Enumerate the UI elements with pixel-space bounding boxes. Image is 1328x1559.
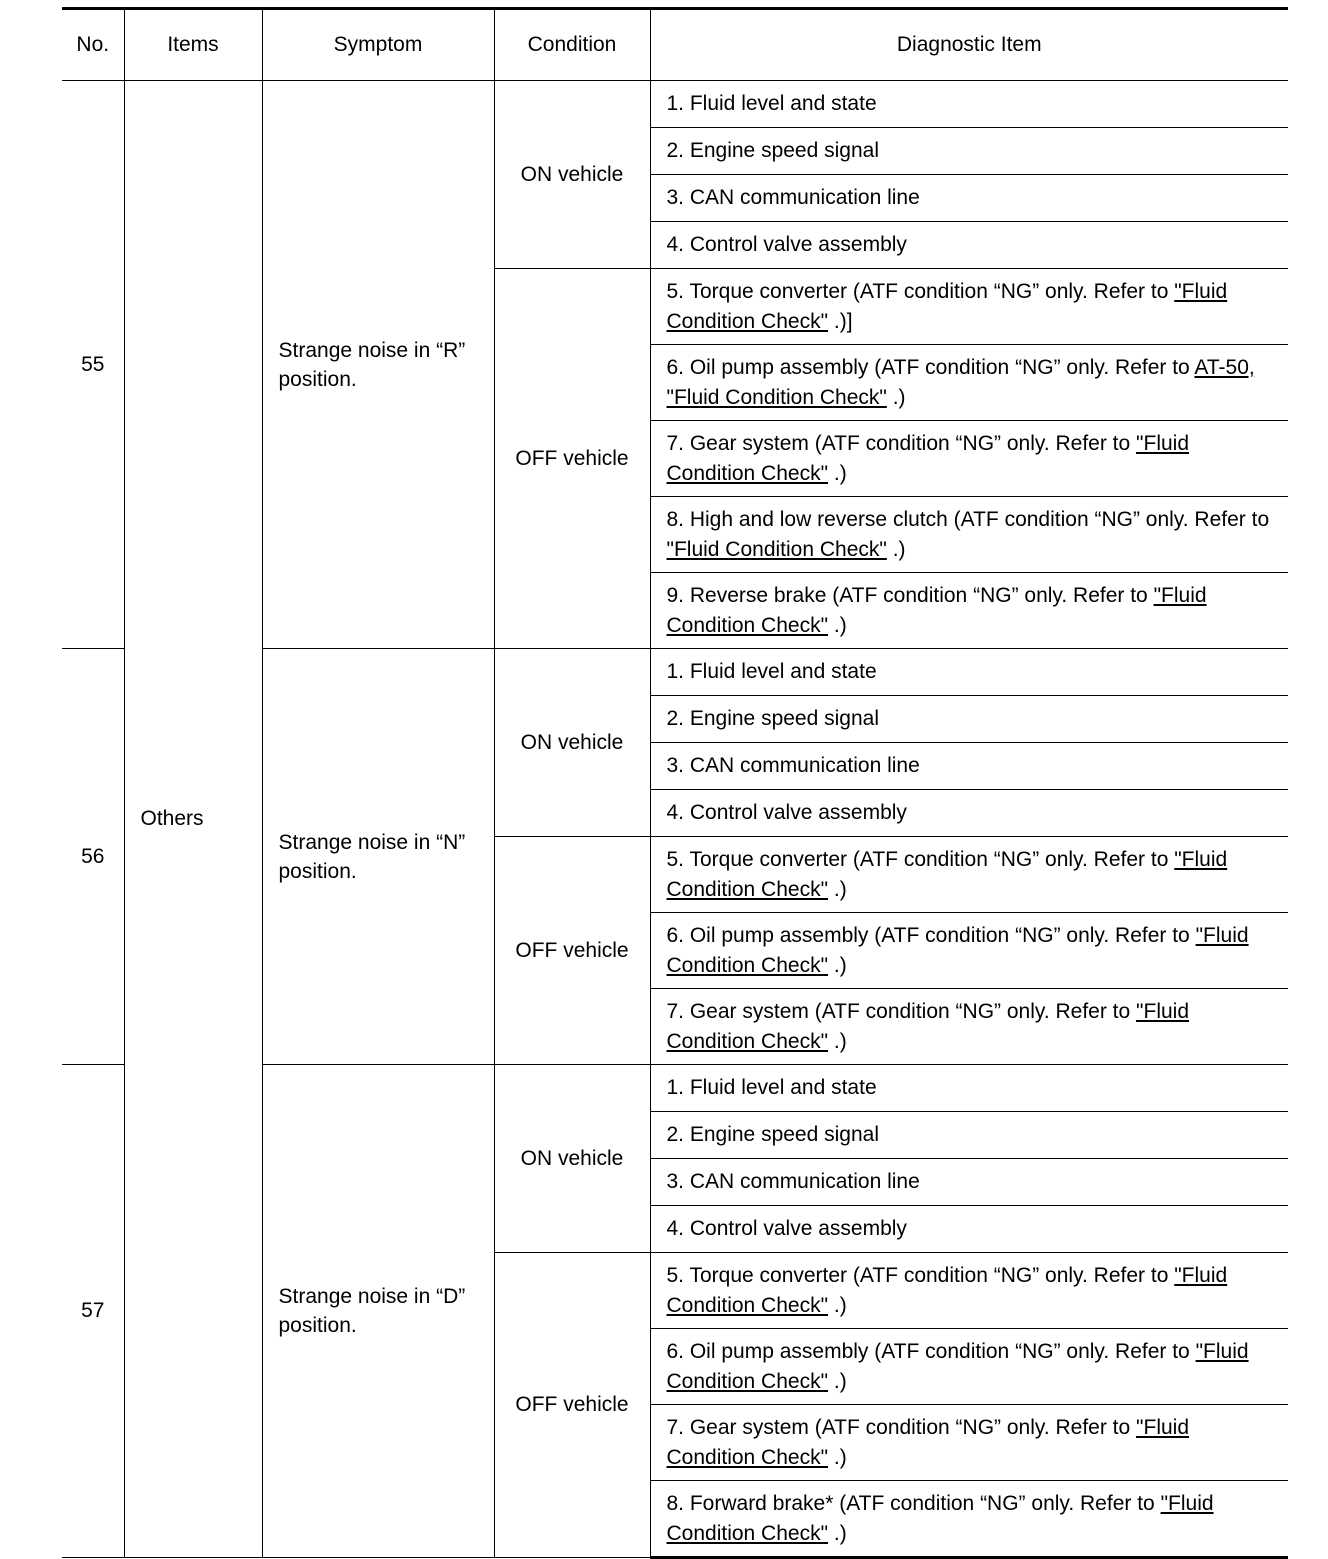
diagnostic-item-cell bbox=[650, 175, 1288, 222]
diagnostic-item-text: 7. Gear system (ATF condition “NG” only. Refer to bbox=[666, 431, 1131, 455]
diagnostic-item-cell bbox=[650, 497, 1288, 573]
fluid-condition-check-link[interactable]: "Fluid Condition Check" bbox=[666, 999, 1190, 1053]
diagnostic-item-text: 3. CAN communication line bbox=[666, 1170, 920, 1193]
fluid-condition-check-link[interactable]: "Fluid Condition Check" bbox=[666, 537, 887, 561]
diagnostic-item-cell bbox=[650, 269, 1288, 345]
diagnostic-table bbox=[62, 7, 1288, 1559]
diagnostic-item-tail: .)] bbox=[828, 309, 853, 333]
diagnostic-item-text: 4. Control valve assembly bbox=[666, 233, 907, 256]
diagnostic-item-cell bbox=[650, 1159, 1288, 1206]
diagnostic-item-cell bbox=[650, 1405, 1288, 1481]
symptom-cell: Strange noise in “R” position. bbox=[262, 81, 494, 649]
row-number: 55 bbox=[62, 81, 124, 649]
diagnostic-item-text: 7. Gear system (ATF condition “NG” only. Refer to bbox=[666, 999, 1131, 1023]
condition-cell: OFF vehicle bbox=[494, 1253, 650, 1558]
diagnostic-item-text: 5. Torque converter (ATF condition “NG” only. Refer to bbox=[666, 1263, 1169, 1287]
header-row bbox=[62, 9, 1288, 81]
diagnostic-item-text: 4. Control valve assembly bbox=[666, 801, 907, 824]
diagnostic-item-cell bbox=[650, 989, 1288, 1065]
diagnostic-item-cell bbox=[650, 1329, 1288, 1405]
condition-cell: ON vehicle bbox=[494, 649, 650, 837]
table-row bbox=[62, 81, 1288, 128]
diagnostic-item-text: 8. Forward brake* (ATF condition “NG” only. Refer to bbox=[666, 1491, 1155, 1515]
diagnostic-item-cell bbox=[650, 345, 1288, 421]
diagnostic-item-text: 8. High and low reverse clutch (ATF condition “NG” only. Refer to bbox=[666, 507, 1270, 531]
diagnostic-item-text: 6. Oil pump assembly (ATF condition “NG” only. Refer to bbox=[666, 923, 1190, 947]
symptom-cell: Strange noise in “D” position. bbox=[262, 1065, 494, 1558]
diagnostic-item-cell bbox=[650, 1481, 1288, 1558]
diagnostic-item-tail: .) bbox=[828, 953, 847, 977]
fluid-condition-check-link[interactable]: "Fluid Condition Check" bbox=[666, 923, 1249, 977]
table-header bbox=[62, 9, 1288, 81]
diagnostic-item-text: 7. Gear system (ATF condition “NG” only. Refer to bbox=[666, 1415, 1131, 1439]
fluid-condition-check-link[interactable]: "Fluid Condition Check" bbox=[666, 1263, 1228, 1317]
diagnostic-item-cell bbox=[650, 1112, 1288, 1159]
fluid-condition-check-link[interactable]: AT-50, "Fluid Condition Check" bbox=[666, 355, 1255, 409]
diagnostic-item-tail: .) bbox=[828, 1369, 847, 1393]
diagnostic-item-text: 1. Fluid level and state bbox=[666, 1076, 877, 1099]
symptom-cell: Strange noise in “N” position. bbox=[262, 649, 494, 1065]
diagnostic-item-tail: .) bbox=[828, 461, 847, 485]
fluid-condition-check-link[interactable]: "Fluid Condition Check" bbox=[666, 583, 1207, 637]
diagnostic-item-cell bbox=[650, 81, 1288, 128]
diagnostic-item-text: 2. Engine speed signal bbox=[666, 1123, 879, 1146]
diagnostic-item-text: 4. Control valve assembly bbox=[666, 1217, 907, 1240]
diagnostic-item-cell bbox=[650, 421, 1288, 497]
row-number: 56 bbox=[62, 649, 124, 1065]
diagnostic-item-cell bbox=[650, 696, 1288, 743]
fluid-condition-check-link[interactable]: "Fluid Condition Check" bbox=[666, 847, 1228, 901]
diagnostic-item-cell bbox=[650, 743, 1288, 790]
diagnostic-item-cell bbox=[650, 1206, 1288, 1253]
diagnostic-item-tail: .) bbox=[886, 385, 906, 409]
diagnostic-item-text: 2. Engine speed signal bbox=[666, 707, 879, 730]
condition-cell: OFF vehicle bbox=[494, 269, 650, 649]
items-cell: Others bbox=[124, 81, 262, 1558]
diagnostic-item-text: 2. Engine speed signal bbox=[666, 139, 879, 162]
diagnostic-item-cell bbox=[650, 790, 1288, 837]
header-symptom: Symptom bbox=[262, 9, 494, 81]
diagnostic-item-tail: .) bbox=[886, 537, 906, 561]
diagnostic-item-cell bbox=[650, 837, 1288, 913]
diagnostic-item-cell bbox=[650, 1253, 1288, 1329]
diagnostic-item-text: 5. Torque converter (ATF condition “NG” only. Refer to bbox=[666, 847, 1169, 871]
row-number: 57 bbox=[62, 1065, 124, 1558]
diagnostic-item-tail: .) bbox=[828, 1293, 847, 1317]
diagnostic-item-cell bbox=[650, 913, 1288, 989]
diagnostic-item-tail: .) bbox=[828, 613, 847, 637]
diagnostic-item-cell bbox=[650, 1065, 1288, 1112]
diagnostic-item-cell bbox=[650, 128, 1288, 175]
fluid-condition-check-link[interactable]: "Fluid Condition Check" bbox=[666, 1339, 1249, 1393]
table-body bbox=[62, 81, 1288, 1558]
fluid-condition-check-link[interactable]: "Fluid Condition Check" bbox=[666, 1491, 1214, 1545]
diagnostic-item-text: 5. Torque converter (ATF condition “NG” only. Refer to bbox=[666, 279, 1169, 303]
diagnostic-item-text: 1. Fluid level and state bbox=[666, 660, 877, 683]
diagnostic-item-cell bbox=[650, 649, 1288, 696]
diagnostic-item-text: 1. Fluid level and state bbox=[666, 92, 877, 115]
fluid-condition-check-link[interactable]: "Fluid Condition Check" bbox=[666, 431, 1190, 485]
diagnostic-item-text: 6. Oil pump assembly (ATF condition “NG” only. Refer to bbox=[666, 355, 1190, 379]
condition-cell: ON vehicle bbox=[494, 1065, 650, 1253]
diagnostic-item-tail: .) bbox=[828, 1029, 847, 1053]
header-diagnostic-item: Diagnostic Item bbox=[650, 9, 1288, 81]
fluid-condition-check-link[interactable]: "Fluid Condition Check" bbox=[666, 279, 1228, 333]
header-condition: Condition bbox=[494, 9, 650, 81]
diagnostic-item-tail: .) bbox=[828, 877, 847, 901]
condition-cell: OFF vehicle bbox=[494, 837, 650, 1065]
diagnostic-item-cell bbox=[650, 573, 1288, 649]
condition-cell: ON vehicle bbox=[494, 81, 650, 269]
diagnostic-item-text: 9. Reverse brake (ATF condition “NG” only. Refer to bbox=[666, 583, 1148, 607]
diagnostic-item-tail: .) bbox=[828, 1521, 847, 1545]
diagnostic-item-text: 3. CAN communication line bbox=[666, 186, 920, 209]
diagnostic-item-tail: .) bbox=[828, 1445, 847, 1469]
header-no: No. bbox=[62, 9, 124, 81]
diagnostic-item-text: 3. CAN communication line bbox=[666, 754, 920, 777]
diagnostic-item-text: 6. Oil pump assembly (ATF condition “NG” only. Refer to bbox=[666, 1339, 1190, 1363]
header-items: Items bbox=[124, 9, 262, 81]
diagnostic-item-cell bbox=[650, 222, 1288, 269]
fluid-condition-check-link[interactable]: "Fluid Condition Check" bbox=[666, 1415, 1190, 1469]
